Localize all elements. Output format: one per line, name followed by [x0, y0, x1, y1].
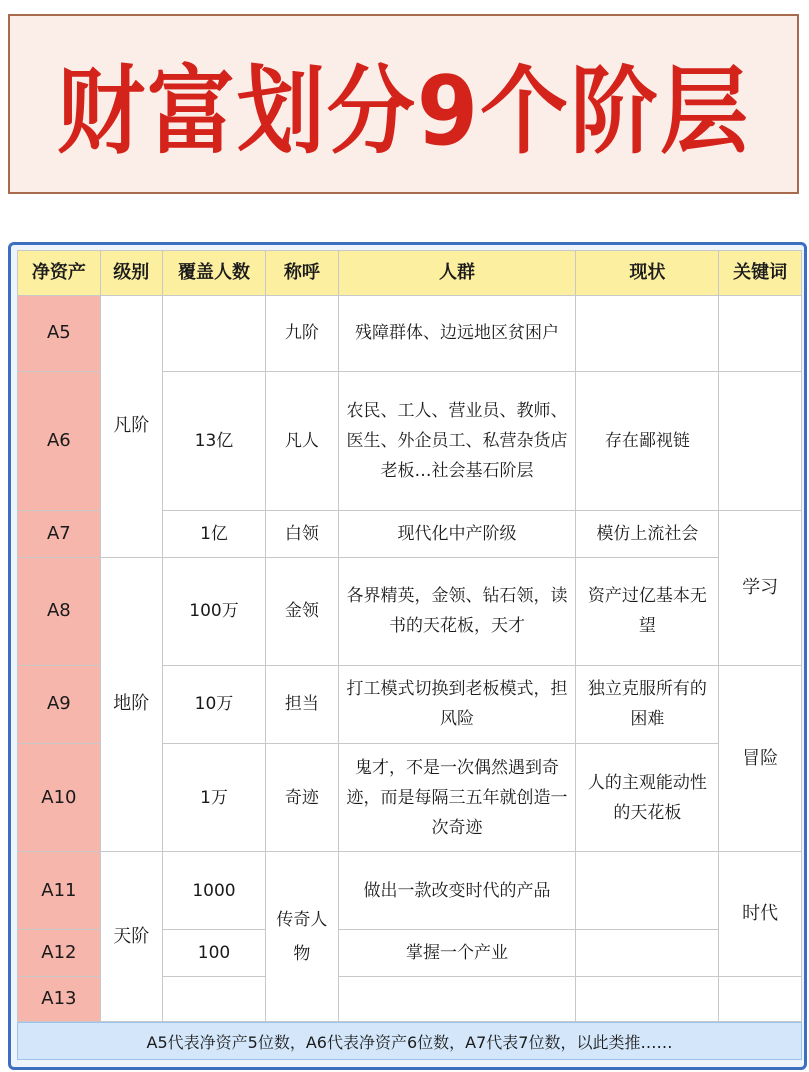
population-cell: 1000	[162, 852, 265, 930]
asset-cell: A13	[18, 976, 101, 1021]
population-cell: 1万	[162, 743, 265, 851]
asset-cell: A9	[18, 666, 101, 744]
population-cell: 1亿	[162, 510, 265, 557]
group-cell: 各界精英，金领、钻石领，读书的天花板，天才	[338, 557, 576, 665]
table-header-row	[18, 251, 802, 296]
keyword-cell: 学习	[719, 510, 802, 665]
wealth-table	[17, 250, 802, 1022]
header-keyword: 关键词	[719, 251, 802, 296]
status-cell	[576, 852, 719, 930]
status-cell: 资产过亿基本无望	[576, 557, 719, 665]
header-name: 称呼	[266, 251, 338, 296]
population-cell	[162, 296, 265, 372]
page-title: 财富划分9个阶层	[56, 55, 751, 167]
footer-note: A5代表净资产5位数，A6代表净资产6位数，A7代表7位数，以此类推……	[17, 1022, 802, 1060]
name-cell: 白领	[266, 510, 338, 557]
header-status: 现状	[576, 251, 719, 296]
status-cell: 人的主观能动性的天花板	[576, 743, 719, 851]
header-asset: 净资产	[18, 251, 101, 296]
level-cell: 天阶	[100, 852, 162, 1022]
level-cell: 凡阶	[100, 296, 162, 558]
asset-cell: A10	[18, 743, 101, 851]
population-cell: 100万	[162, 557, 265, 665]
group-cell: 打工模式切换到老板模式，担风险	[338, 666, 576, 744]
group-cell: 做出一款改变时代的产品	[338, 852, 576, 930]
status-cell: 独立克服所有的困难	[576, 666, 719, 744]
table-row	[18, 852, 802, 930]
status-cell: 存在鄙视链	[576, 371, 719, 510]
asset-cell: A6	[18, 371, 101, 510]
header-group: 人群	[338, 251, 576, 296]
asset-cell: A7	[18, 510, 101, 557]
asset-cell: A8	[18, 557, 101, 665]
header-level: 级别	[100, 251, 162, 296]
population-cell: 13亿	[162, 371, 265, 510]
table-row	[18, 557, 802, 665]
keyword-cell	[719, 976, 802, 1021]
group-cell: 残障群体、边远地区贫困户	[338, 296, 576, 372]
name-cell: 担当	[266, 666, 338, 744]
asset-cell: A5	[18, 296, 101, 372]
group-cell: 农民、工人、营业员、教师、医生、外企员工、私营杂货店老板…社会基石阶层	[338, 371, 576, 510]
name-cell: 金领	[266, 557, 338, 665]
name-cell: 九阶	[266, 296, 338, 372]
keyword-cell	[719, 371, 802, 510]
status-cell	[576, 929, 719, 976]
status-cell	[576, 296, 719, 372]
population-cell	[162, 976, 265, 1021]
group-cell	[338, 976, 576, 1021]
keyword-cell	[719, 296, 802, 372]
population-cell: 10万	[162, 666, 265, 744]
group-cell: 掌握一个产业	[338, 929, 576, 976]
group-cell: 鬼才，不是一次偶然遇到奇迹，而是每隔三五年就创造一次奇迹	[338, 743, 576, 851]
level-cell: 地阶	[100, 557, 162, 851]
asset-cell: A12	[18, 929, 101, 976]
status-cell	[576, 976, 719, 1021]
name-cell: 奇迹	[266, 743, 338, 851]
table-frame	[8, 242, 807, 1070]
header-population: 覆盖人数	[162, 251, 265, 296]
title-banner	[8, 14, 799, 194]
table-row	[18, 296, 802, 372]
keyword-cell: 时代	[719, 852, 802, 977]
group-cell: 现代化中产阶级	[338, 510, 576, 557]
name-cell: 传奇人物	[266, 852, 338, 1022]
population-cell: 100	[162, 929, 265, 976]
name-cell: 凡人	[266, 371, 338, 510]
keyword-cell: 冒险	[719, 666, 802, 852]
status-cell: 模仿上流社会	[576, 510, 719, 557]
asset-cell: A11	[18, 852, 101, 930]
